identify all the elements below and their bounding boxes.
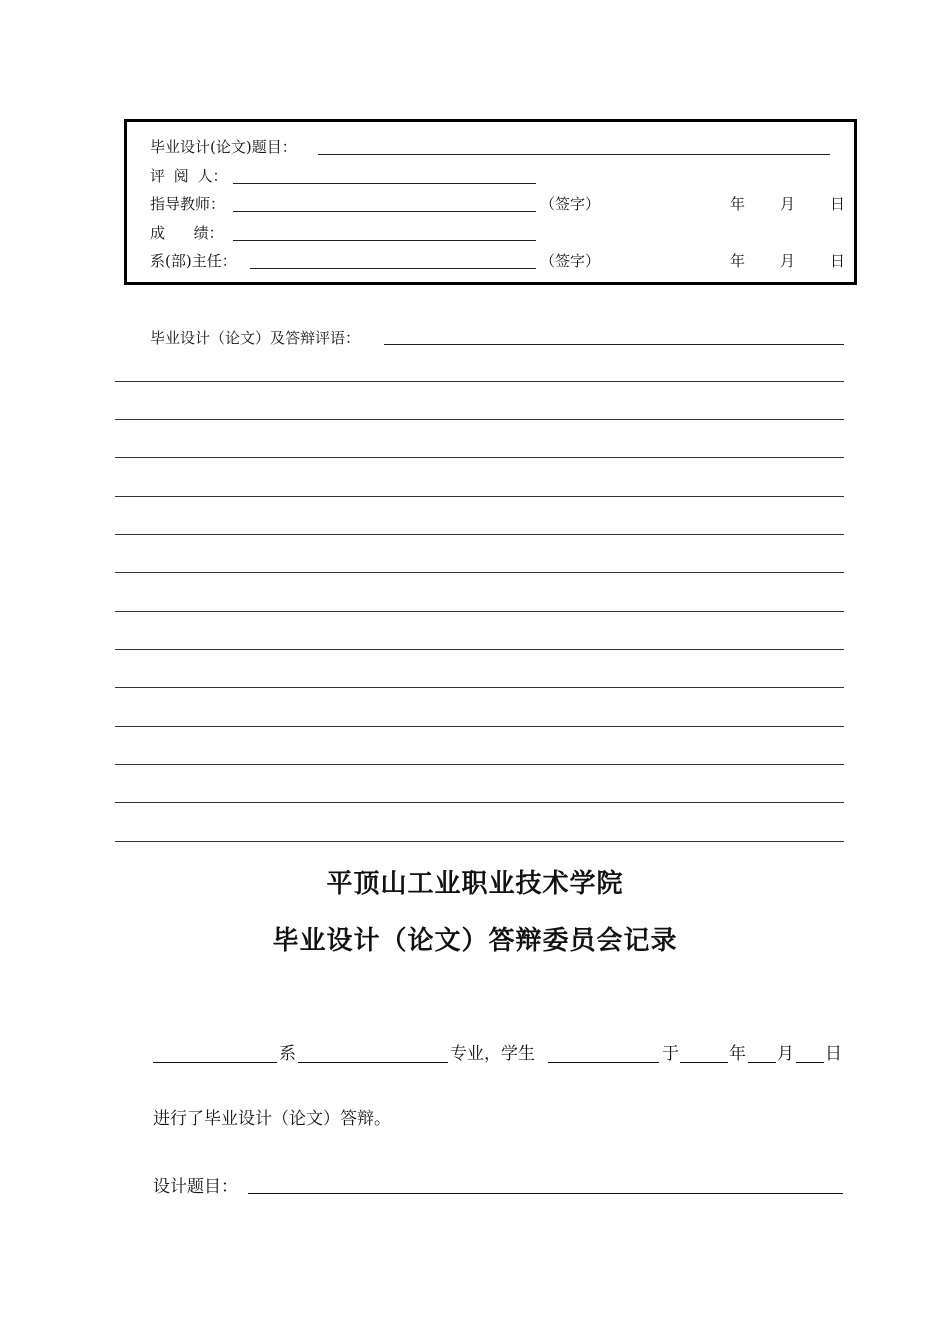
grade-label: 成 绩：	[150, 224, 224, 242]
comment-line[interactable]	[115, 496, 844, 497]
advisor-signature-note: （签字）	[540, 195, 601, 213]
advisor-month: 月	[780, 195, 796, 213]
institution-title: 平顶山工业职业技术学院	[326, 869, 624, 899]
dept-head-field[interactable]	[250, 268, 536, 269]
comments-label: 毕业设计（论文）及答辩评语：	[150, 329, 361, 347]
comment-line[interactable]	[115, 534, 844, 535]
design-topic-label: 设计题目：	[153, 1177, 238, 1197]
comment-line[interactable]	[115, 611, 844, 612]
reviewer-label: 评 阅 人：	[150, 167, 228, 185]
record-year-field[interactable]	[680, 1062, 728, 1063]
advisor-label: 指导教师：	[150, 195, 226, 213]
comment-line[interactable]	[115, 649, 844, 650]
record-month: 月	[777, 1044, 794, 1064]
comment-line[interactable]	[115, 764, 844, 765]
at-word: 于	[662, 1044, 679, 1064]
topic-field[interactable]	[318, 154, 830, 155]
record-month-field[interactable]	[748, 1062, 776, 1063]
record-day: 日	[825, 1044, 842, 1064]
advisor-year: 年	[730, 195, 746, 213]
topic-label: 毕业设计(论文)题目：	[150, 138, 297, 156]
record-year: 年	[729, 1044, 746, 1064]
comment-line[interactable]	[115, 726, 844, 727]
dept-head-signature-note: （签字）	[540, 252, 601, 270]
comment-line[interactable]	[115, 572, 844, 573]
dept-head-month: 月	[780, 252, 796, 270]
grade-field[interactable]	[233, 240, 536, 241]
comment-line[interactable]	[115, 381, 844, 382]
comments-first-line[interactable]	[384, 344, 844, 345]
comment-line[interactable]	[115, 841, 844, 842]
comment-line[interactable]	[115, 802, 844, 803]
reviewer-field[interactable]	[233, 183, 536, 184]
major-student-word: 专业，学生	[450, 1044, 535, 1064]
record-title: 毕业设计（论文）答辩委员会记录	[272, 926, 678, 956]
dept-field[interactable]	[153, 1062, 277, 1063]
advisor-day: 日	[830, 195, 846, 213]
major-field[interactable]	[298, 1062, 448, 1063]
record-day-field[interactable]	[796, 1062, 824, 1063]
dept-head-day: 日	[830, 252, 846, 270]
comment-line[interactable]	[115, 419, 844, 420]
advisor-field[interactable]	[233, 211, 536, 212]
defense-sentence: 进行了毕业设计（论文）答辩。	[153, 1109, 391, 1129]
comment-line[interactable]	[115, 687, 844, 688]
design-topic-field[interactable]	[248, 1193, 843, 1194]
dept-head-label: 系(部)主任：	[150, 252, 237, 270]
dept-word: 系	[279, 1044, 296, 1064]
comment-line[interactable]	[115, 457, 844, 458]
student-field[interactable]	[548, 1062, 659, 1063]
dept-head-year: 年	[730, 252, 746, 270]
